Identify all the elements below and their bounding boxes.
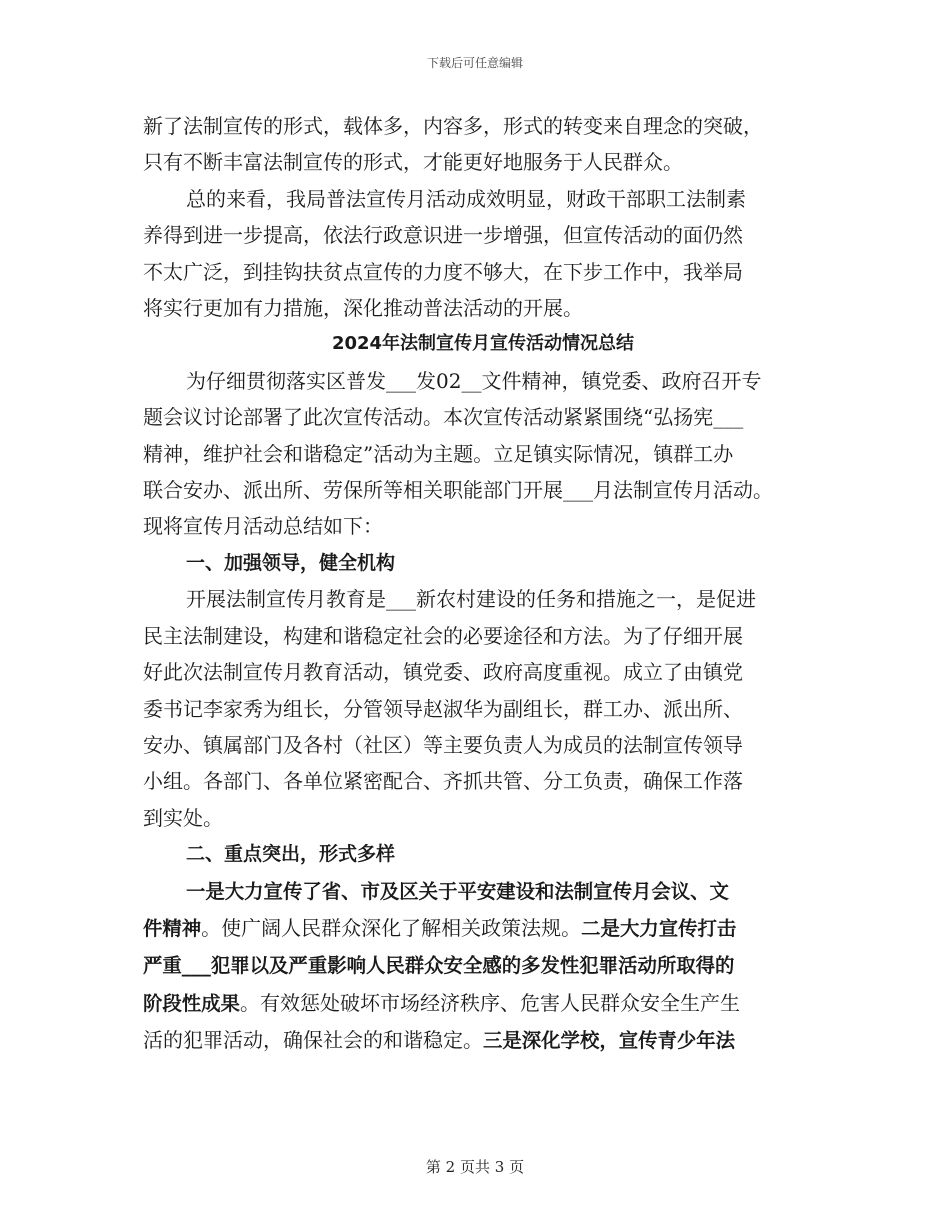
paragraph-line: 题会议讨论部署了此次宣传活动。本次宣传活动紧紧围绕“弘扬宪___ xyxy=(143,405,744,430)
paragraph-line: 不太广泛，到挂钩扶贫点宣传的力度不够大，在下步工作中，我举局 xyxy=(143,259,743,284)
section-title: 2024年法制宣传月宣传活动情况总结 xyxy=(331,333,635,355)
paragraph-line xyxy=(143,985,813,1022)
heading-1: 一、加强领导，健全机构 xyxy=(186,551,396,574)
paragraph-line: 现将宣传月活动总结如下： xyxy=(143,514,383,539)
paragraph-line: 安办、镇属部门及各村（社区）等主要负责人为成员的法制宣传领导 xyxy=(143,732,743,757)
paragraph-line: 为仔细贯彻落实区普发___发02__文件精神，镇党委、政府召开专 xyxy=(186,368,762,393)
bold-text: 二是大力宣传打击 xyxy=(581,916,737,940)
plain-text: 活的犯罪活动，确保社会的和谐稳定。 xyxy=(143,1028,483,1053)
paragraph-line: 好此次法制宣传月教育活动，镇党委、政府高度重视。成立了由镇党 xyxy=(143,660,743,685)
page-footer: 第 2 页共 3 页 xyxy=(425,1158,525,1176)
paragraph-line xyxy=(143,910,813,947)
bold-text: 件精神 xyxy=(143,916,202,940)
paragraph-line xyxy=(143,873,813,910)
bold-text: 严重___犯罪以及严重影响人民群众安全感的多发性犯罪活动所取得的 xyxy=(143,954,735,978)
heading-2: 二、重点突出，形式多样 xyxy=(186,843,396,866)
paragraph-line: 将实行更加有力措施，深化推动普法活动的开展。 xyxy=(143,296,583,321)
paragraph-line: 新了法制宣传的形式，载体多，内容多，形式的转变来自理念的突破， xyxy=(143,114,763,138)
paragraph-line: 民主法制建设，构建和谐稳定社会的必要途径和方法。为了仔细开展 xyxy=(143,623,743,648)
paragraph-line: 联合安办、派出所、劳保所等相关职能部门开展___月法制宣传月活动。 xyxy=(143,478,773,503)
paragraph-line: 委书记李家秀为组长，分管领导赵淑华为副组长，群工办、派出所、 xyxy=(143,696,743,721)
bold-text: 阶段性成果 xyxy=(143,991,240,1015)
paragraph-line: 只有不断丰富法制宣传的形式，才能更好地服务于人民群众。 xyxy=(143,150,683,175)
paragraph-line: 精神，维护社会和谐稳定”活动为主题。立足镇实际情况，镇群工办 xyxy=(143,441,734,466)
bold-text: 一是大力宣传了省、市及区关于平安建设和法制宣传月会议、文 xyxy=(186,879,729,903)
document-body xyxy=(143,108,813,1060)
paragraph-line: 到实处。 xyxy=(143,805,223,830)
paragraph-line: 开展法制宣传月教育是___新农村建设的任务和措施之一，是促进 xyxy=(186,587,756,612)
plain-text: 。有效惩处破坏市场经济秩序、危害人民群众安全生产生 xyxy=(239,990,740,1015)
paragraph-line: 小组。各部门、各单位紧密配合、齐抓共管、分工负责，确保工作落 xyxy=(143,769,743,794)
paragraph-line: 总的来看，我局普法宣传月活动成效明显，财政干部职工法制素 xyxy=(186,186,746,211)
page-header: 下载后可任意编辑 xyxy=(426,56,523,70)
paragraph-line xyxy=(143,1022,813,1059)
paragraph-line xyxy=(143,947,813,984)
paragraph-line: 养得到进一步提高，依法行政意识进一步增强，但宣传活动的面仍然 xyxy=(143,223,743,248)
plain-text: 。使广阔人民群众深化了解相关政策法规。 xyxy=(201,915,582,940)
bold-text: 三是深化学校，宣传青少年法 xyxy=(483,1029,736,1053)
